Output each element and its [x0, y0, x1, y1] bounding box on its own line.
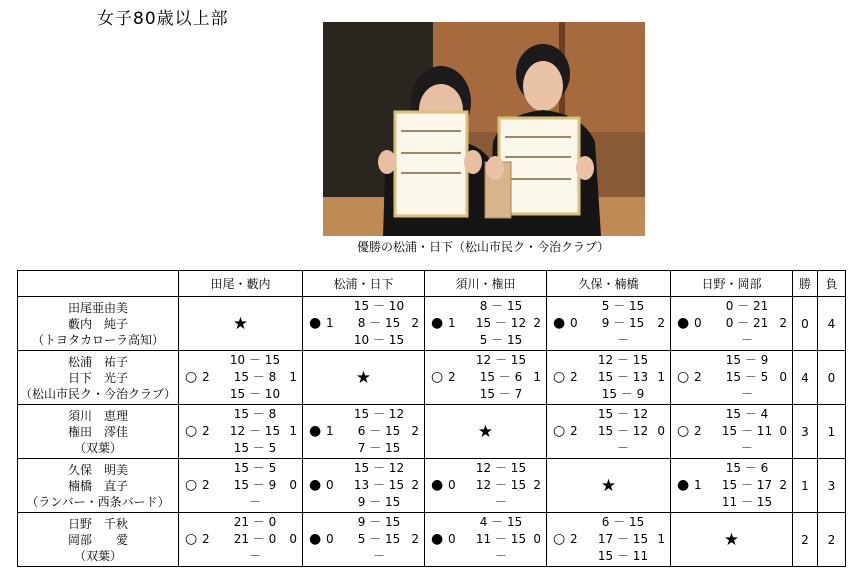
losses-count: 1 [818, 405, 846, 459]
games-lost: 2 [657, 316, 665, 330]
games-lost: 2 [533, 316, 541, 330]
win-circle-icon: ○ [185, 477, 198, 493]
loss-circle-icon: ● [431, 477, 444, 493]
game-scores [712, 298, 782, 349]
loss-circle-icon: ● [431, 315, 444, 331]
game-score: － [740, 333, 753, 347]
game-score: 11 － 15 [475, 532, 527, 546]
club-name: （ランバー・西条バード） [26, 494, 170, 509]
game-score: 9 － 15 [601, 316, 645, 330]
table-header-row [18, 271, 846, 297]
game-scores [588, 352, 658, 403]
game-score: 12 － 15 [597, 353, 649, 367]
player-cell [18, 513, 179, 567]
match-result-cell [671, 405, 793, 459]
player-name: 日野 千秋 [67, 516, 128, 531]
game-scores [712, 352, 782, 403]
games-lost: 0 [289, 532, 297, 546]
game-score: 6 － 15 [357, 424, 401, 438]
game-scores [466, 352, 536, 403]
game-score: － [494, 495, 507, 509]
game-score: 15 － 10 [353, 299, 405, 313]
loss-circle-icon: ● [309, 531, 322, 547]
game-score: 15 － 12 [597, 424, 649, 438]
game-score: 5 － 15 [357, 532, 401, 546]
losses-count: 0 [818, 351, 846, 405]
match-result-cell [547, 405, 671, 459]
match-result-cell [547, 513, 671, 567]
losses-header: 負 [818, 271, 846, 297]
game-score: 15 － 4 [725, 407, 769, 421]
loss-circle-icon: ● [309, 315, 322, 331]
games-lost: 0 [289, 478, 297, 492]
loss-circle-icon: ● [431, 531, 444, 547]
losses-count: 4 [818, 297, 846, 351]
star-icon: ★ [232, 313, 249, 334]
player-name: 権田 澪佳 [67, 424, 128, 439]
win-circle-icon: ○ [553, 531, 566, 547]
game-scores [712, 406, 782, 457]
game-score: 11 － 15 [721, 495, 773, 509]
game-score: － [740, 441, 753, 455]
self-match-cell [425, 405, 547, 459]
match-result-cell [179, 405, 303, 459]
games-won: 0 [326, 532, 334, 546]
loss-circle-icon: ● [309, 477, 322, 493]
match-result-cell [303, 459, 425, 513]
game-scores [220, 460, 290, 511]
game-score: 15 － 5 [725, 370, 769, 384]
game-score: 15 － 11 [597, 549, 649, 563]
games-lost: 2 [779, 478, 787, 492]
player-name: 須川 恵理 [67, 408, 128, 423]
game-scores [344, 460, 414, 511]
games-won: 0 [694, 316, 702, 330]
match-result-cell [671, 297, 793, 351]
column-header: 須川・権田 [425, 271, 547, 297]
game-scores [344, 406, 414, 457]
games-won: 0 [448, 478, 456, 492]
wins-header: 勝 [793, 271, 818, 297]
game-score: 15 － 12 [353, 461, 405, 475]
losses-count: 2 [818, 513, 846, 567]
game-score: 0 － 21 [725, 316, 769, 330]
win-circle-icon: ○ [431, 369, 444, 385]
star-icon: ★ [723, 529, 740, 550]
table-row [18, 297, 846, 351]
game-scores [344, 514, 414, 565]
game-scores [588, 298, 658, 349]
match-result-cell [303, 405, 425, 459]
match-result-cell [425, 513, 547, 567]
games-won: 1 [448, 316, 456, 330]
wins-count: 1 [793, 459, 818, 513]
game-score: 9 － 15 [357, 495, 401, 509]
game-score: 15 － 10 [229, 387, 281, 401]
match-result-cell [425, 297, 547, 351]
games-won: 1 [326, 424, 334, 438]
game-score: 7 － 15 [357, 441, 401, 455]
match-result-cell [425, 459, 547, 513]
game-score: 15 － 12 [475, 316, 527, 330]
game-score: 15 － 13 [597, 370, 649, 384]
game-scores [588, 514, 658, 565]
games-lost: 1 [289, 370, 297, 384]
self-match-cell [179, 297, 303, 351]
win-circle-icon: ○ [553, 369, 566, 385]
games-won: 1 [326, 316, 334, 330]
game-score: 21 － 0 [233, 515, 277, 529]
match-result-cell [671, 351, 793, 405]
wins-count: 4 [793, 351, 818, 405]
game-score: 15 － 12 [353, 407, 405, 421]
game-score: 15 － 12 [597, 407, 649, 421]
games-lost: 0 [779, 424, 787, 438]
games-lost: 1 [657, 370, 665, 384]
games-lost: 2 [411, 424, 419, 438]
club-name: （双葉） [73, 440, 122, 455]
self-match-cell [671, 513, 793, 567]
match-result-cell [671, 459, 793, 513]
win-circle-icon: ○ [185, 369, 198, 385]
games-lost: 2 [411, 478, 419, 492]
player-name: 藪内 純子 [67, 316, 128, 331]
game-score: 15 － 9 [725, 353, 769, 367]
games-won: 2 [570, 370, 578, 384]
games-won: 0 [448, 532, 456, 546]
match-result-cell [425, 351, 547, 405]
match-result-cell [303, 513, 425, 567]
loss-circle-icon: ● [677, 315, 690, 331]
games-lost: 0 [657, 424, 665, 438]
loss-circle-icon: ● [553, 315, 566, 331]
star-icon: ★ [477, 421, 494, 442]
player-name: 岡部 愛 [67, 532, 128, 547]
game-scores [466, 298, 536, 349]
loss-circle-icon: ● [309, 423, 322, 439]
win-circle-icon: ○ [677, 423, 690, 439]
game-score: － [740, 387, 753, 401]
winners-photo [323, 22, 645, 236]
photo-caption: 優勝の松浦・日下（松山市民ク・今治クラブ） [357, 240, 610, 254]
game-score: － [248, 549, 261, 563]
losses-count: 3 [818, 459, 846, 513]
games-won: 2 [570, 532, 578, 546]
game-score: 10 － 15 [229, 353, 281, 367]
table-row [18, 405, 846, 459]
game-score: 5 － 15 [479, 333, 523, 347]
games-won: 2 [448, 370, 456, 384]
self-match-cell [303, 351, 425, 405]
win-circle-icon: ○ [185, 531, 198, 547]
game-score: 12 － 15 [229, 424, 281, 438]
game-score: 15 － 5 [233, 441, 277, 455]
player-name: 田尾亜由美 [67, 300, 128, 315]
games-lost: 2 [411, 316, 419, 330]
star-icon: ★ [355, 367, 372, 388]
game-score: 15 － 17 [721, 478, 773, 492]
game-score: 15 － 9 [601, 387, 645, 401]
games-lost: 0 [533, 532, 541, 546]
games-won: 2 [694, 370, 702, 384]
games-won: 0 [326, 478, 334, 492]
game-score: － [616, 333, 629, 347]
game-scores [220, 406, 290, 457]
games-lost: 0 [779, 370, 787, 384]
game-score: 15 － 8 [233, 407, 277, 421]
game-scores [220, 514, 290, 565]
column-header: 田尾・藪内 [179, 271, 303, 297]
star-icon: ★ [600, 475, 617, 496]
corner-cell [18, 271, 179, 297]
column-header: 久保・楠橋 [547, 271, 671, 297]
game-score: 12 － 15 [475, 478, 527, 492]
game-score: 12 － 15 [475, 461, 527, 475]
match-result-cell [179, 513, 303, 567]
round-robin-table [17, 270, 846, 567]
match-result-cell [303, 297, 425, 351]
self-match-cell [547, 459, 671, 513]
game-scores [588, 406, 658, 457]
game-score: 17 － 15 [597, 532, 649, 546]
page-title: 女子80歳以上部 [97, 9, 229, 29]
player-name: 久保 明美 [67, 462, 128, 477]
match-result-cell [179, 351, 303, 405]
game-score: 13 － 15 [353, 478, 405, 492]
games-lost: 2 [411, 532, 419, 546]
wins-count: 2 [793, 513, 818, 567]
game-score: 10 － 15 [353, 333, 405, 347]
games-won: 2 [694, 424, 702, 438]
table-row [18, 351, 846, 405]
game-scores [466, 460, 536, 511]
win-circle-icon: ○ [553, 423, 566, 439]
games-won: 0 [570, 316, 578, 330]
game-score: 12 － 15 [475, 353, 527, 367]
game-score: － [494, 549, 507, 563]
club-name: （双葉） [73, 548, 122, 563]
player-name: 楠橋 直子 [67, 478, 128, 493]
games-lost: 1 [289, 424, 297, 438]
game-scores [712, 460, 782, 511]
win-circle-icon: ○ [677, 369, 690, 385]
game-score: 8 － 15 [479, 299, 523, 313]
games-lost: 2 [533, 478, 541, 492]
games-lost: 1 [533, 370, 541, 384]
match-result-cell [547, 297, 671, 351]
game-scores [344, 298, 414, 349]
game-scores [220, 352, 290, 403]
column-header: 日野・岡部 [671, 271, 793, 297]
games-won: 2 [202, 424, 210, 438]
match-result-cell [179, 459, 303, 513]
club-name: （松山市民ク・今治クラブ） [19, 386, 177, 401]
loss-circle-icon: ● [677, 477, 690, 493]
table-row [18, 513, 846, 567]
game-score: 15 － 9 [233, 478, 277, 492]
club-name: （トヨタカローラ高知） [31, 332, 164, 347]
player-name: 日下 光子 [67, 370, 128, 385]
table-row [18, 459, 846, 513]
game-score: － [372, 549, 385, 563]
game-score: － [248, 495, 261, 509]
player-cell [18, 297, 179, 351]
games-won: 2 [570, 424, 578, 438]
games-lost: 2 [779, 316, 787, 330]
game-score: 4 － 15 [479, 515, 523, 529]
player-name: 松浦 祐子 [67, 354, 128, 369]
game-score: 9 － 15 [357, 515, 401, 529]
games-won: 1 [694, 478, 702, 492]
game-scores [466, 514, 536, 565]
game-score: 15 － 5 [233, 461, 277, 475]
wins-count: 0 [793, 297, 818, 351]
player-cell [18, 459, 179, 513]
game-score: 15 － 8 [233, 370, 277, 384]
games-lost: 1 [657, 532, 665, 546]
game-score: 15 － 11 [721, 424, 773, 438]
match-result-cell [547, 351, 671, 405]
game-score: 21 － 0 [233, 532, 277, 546]
player-cell [18, 405, 179, 459]
win-circle-icon: ○ [185, 423, 198, 439]
game-score: 15 － 6 [479, 370, 523, 384]
game-score: － [616, 441, 629, 455]
player-cell [18, 351, 179, 405]
wins-count: 3 [793, 405, 818, 459]
game-score: 0 － 21 [725, 299, 769, 313]
game-score: 8 － 15 [357, 316, 401, 330]
games-won: 2 [202, 370, 210, 384]
game-score: 15 － 6 [725, 461, 769, 475]
games-won: 2 [202, 532, 210, 546]
column-header: 松浦・日下 [303, 271, 425, 297]
game-score: 15 － 7 [479, 387, 523, 401]
games-won: 2 [202, 478, 210, 492]
game-score: 5 － 15 [601, 299, 645, 313]
game-score: 6 － 15 [601, 515, 645, 529]
